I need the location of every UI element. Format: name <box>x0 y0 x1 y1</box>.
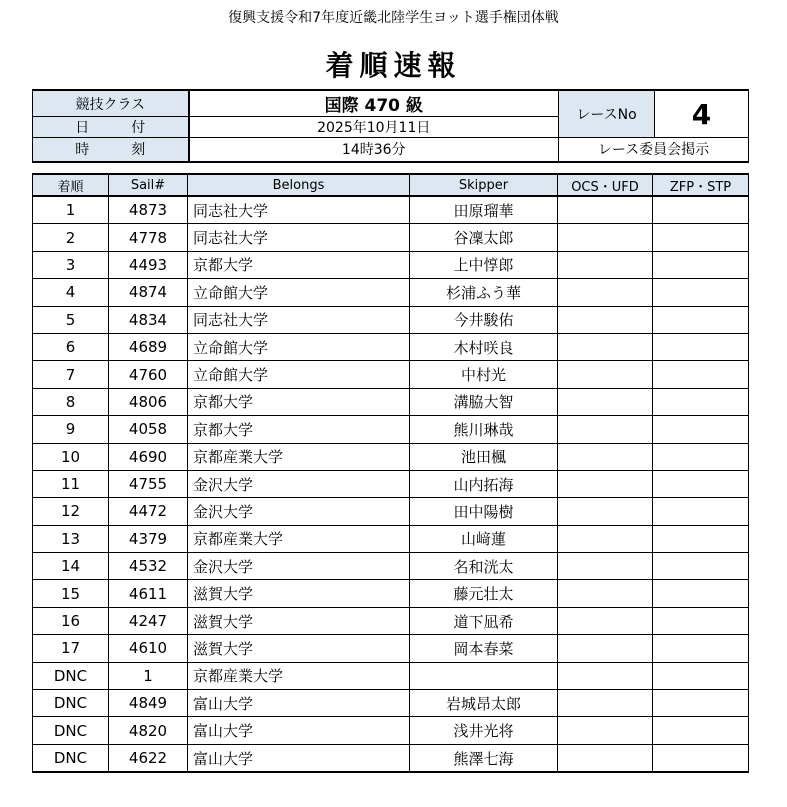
table-row <box>33 580 749 607</box>
ocs-ufd-cell <box>558 580 653 607</box>
belongs-cell: 滋賀大学 <box>188 580 410 607</box>
sail-cell: 4610 <box>109 635 188 662</box>
zfp-stp-cell <box>653 279 749 306</box>
zfp-stp-cell <box>653 251 749 278</box>
sail-cell: 4834 <box>109 306 188 333</box>
date-value: 2025年10月11日 <box>189 117 559 138</box>
belongs-cell: 立命館大学 <box>188 279 410 306</box>
zfp-stp-cell <box>653 196 749 224</box>
ocs-ufd-cell <box>558 470 653 497</box>
table-row <box>33 388 749 415</box>
class-value: 国際 470 級 <box>189 90 559 117</box>
belongs-cell: 立命館大学 <box>188 361 410 388</box>
ocs-ufd-cell <box>558 607 653 634</box>
committee-note: レース委員会掲示 <box>559 138 749 162</box>
skipper-cell: 浅井光将 <box>410 717 558 744</box>
skipper-cell: 岡本春菜 <box>410 635 558 662</box>
belongs-cell: 富山大学 <box>188 744 410 772</box>
zfp-stp-cell <box>653 306 749 333</box>
zfp-stp-cell <box>653 498 749 525</box>
table-row <box>33 416 749 443</box>
sail-cell: 4820 <box>109 717 188 744</box>
zfp-stp-cell <box>653 361 749 388</box>
place-cell: 12 <box>33 498 109 525</box>
col-header-zfp-stp: ZFP・STP <box>653 174 749 196</box>
col-header-place: 着順 <box>33 174 109 196</box>
table-row <box>33 498 749 525</box>
sail-cell: 4690 <box>109 443 188 470</box>
skipper-cell: 木村咲良 <box>410 333 558 360</box>
belongs-cell: 富山大学 <box>188 690 410 717</box>
table-row <box>33 443 749 470</box>
ocs-ufd-cell <box>558 224 653 251</box>
ocs-ufd-cell <box>558 635 653 662</box>
zfp-stp-cell <box>653 333 749 360</box>
table-row <box>33 690 749 717</box>
time-value: 14時36分 <box>189 138 559 162</box>
sail-cell: 4058 <box>109 416 188 443</box>
skipper-cell: 道下凪希 <box>410 607 558 634</box>
sail-cell: 4873 <box>109 196 188 224</box>
table-row <box>33 553 749 580</box>
skipper-cell: 山﨑蓮 <box>410 525 558 552</box>
time-label: 時 刻 <box>33 138 189 162</box>
sail-cell: 4778 <box>109 224 188 251</box>
zfp-stp-cell <box>653 224 749 251</box>
skipper-cell: 中村光 <box>410 361 558 388</box>
place-cell: 9 <box>33 416 109 443</box>
place-cell: 13 <box>33 525 109 552</box>
belongs-cell: 京都大学 <box>188 388 410 415</box>
ocs-ufd-cell <box>558 196 653 224</box>
place-cell: 11 <box>33 470 109 497</box>
zfp-stp-cell <box>653 717 749 744</box>
zfp-stp-cell <box>653 470 749 497</box>
document-title: 着順速報 <box>325 49 462 82</box>
col-header-ocs-ufd: OCS・UFD <box>558 174 653 196</box>
table-row <box>33 744 749 772</box>
zfp-stp-cell <box>653 580 749 607</box>
table-row <box>33 361 749 388</box>
place-cell: 14 <box>33 553 109 580</box>
ocs-ufd-cell <box>558 662 653 689</box>
ocs-ufd-cell <box>558 553 653 580</box>
skipper-cell: 熊川琳哉 <box>410 416 558 443</box>
place-cell: 4 <box>33 279 109 306</box>
table-row <box>33 717 749 744</box>
belongs-cell: 金沢大学 <box>188 553 410 580</box>
sail-cell: 4247 <box>109 607 188 634</box>
sail-cell: 4689 <box>109 333 188 360</box>
skipper-cell: 山内拓海 <box>410 470 558 497</box>
sail-cell: 4755 <box>109 470 188 497</box>
belongs-cell: 同志社大学 <box>188 224 410 251</box>
skipper-cell: 岩城昂太郎 <box>410 690 558 717</box>
skipper-cell: 谷凜太郎 <box>410 224 558 251</box>
sail-cell: 4806 <box>109 388 188 415</box>
place-cell: 6 <box>33 333 109 360</box>
belongs-cell: 富山大学 <box>188 717 410 744</box>
place-cell: DNC <box>33 662 109 689</box>
sail-cell: 1 <box>109 662 188 689</box>
skipper-cell: 田原瑠華 <box>410 196 558 224</box>
place-cell: DNC <box>33 744 109 772</box>
belongs-cell: 同志社大学 <box>188 196 410 224</box>
race-no-label: レースNo <box>559 90 655 138</box>
sail-cell: 4611 <box>109 580 188 607</box>
col-header-belongs: Belongs <box>188 174 410 196</box>
zfp-stp-cell <box>653 662 749 689</box>
table-row <box>33 306 749 333</box>
skipper-cell: 杉浦ふう華 <box>410 279 558 306</box>
results-table <box>32 173 749 773</box>
event-title: 復興支援令和7年度近畿北陸学生ヨット選手権団体戦 <box>228 10 559 26</box>
zfp-stp-cell <box>653 690 749 717</box>
zfp-stp-cell <box>653 607 749 634</box>
belongs-cell: 京都大学 <box>188 416 410 443</box>
skipper-cell: 今井駿佑 <box>410 306 558 333</box>
skipper-cell: 名和洸太 <box>410 553 558 580</box>
skipper-cell <box>410 662 558 689</box>
table-row <box>33 525 749 552</box>
place-cell: 7 <box>33 361 109 388</box>
belongs-cell: 京都産業大学 <box>188 525 410 552</box>
col-header-skipper: Skipper <box>410 174 558 196</box>
sail-cell: 4622 <box>109 744 188 772</box>
ocs-ufd-cell <box>558 306 653 333</box>
place-cell: 10 <box>33 443 109 470</box>
place-cell: 15 <box>33 580 109 607</box>
zfp-stp-cell <box>653 635 749 662</box>
belongs-cell: 京都産業大学 <box>188 662 410 689</box>
sail-cell: 4532 <box>109 553 188 580</box>
table-row <box>33 279 749 306</box>
ocs-ufd-cell <box>558 333 653 360</box>
sail-cell: 4472 <box>109 498 188 525</box>
place-cell: 2 <box>33 224 109 251</box>
belongs-cell: 同志社大学 <box>188 306 410 333</box>
sail-cell: 4379 <box>109 525 188 552</box>
zfp-stp-cell <box>653 744 749 772</box>
belongs-cell: 京都大学 <box>188 251 410 278</box>
class-label: 競技クラス <box>33 90 189 117</box>
place-cell: DNC <box>33 717 109 744</box>
place-cell: 1 <box>33 196 109 224</box>
ocs-ufd-cell <box>558 388 653 415</box>
sail-cell: 4849 <box>109 690 188 717</box>
table-row <box>33 607 749 634</box>
place-cell: 16 <box>33 607 109 634</box>
ocs-ufd-cell <box>558 279 653 306</box>
skipper-cell: 藤元壮太 <box>410 580 558 607</box>
belongs-cell: 金沢大学 <box>188 498 410 525</box>
sail-cell: 4760 <box>109 361 188 388</box>
belongs-cell: 京都産業大学 <box>188 443 410 470</box>
skipper-cell: 田中陽樹 <box>410 498 558 525</box>
sail-cell: 4493 <box>109 251 188 278</box>
ocs-ufd-cell <box>558 251 653 278</box>
header-row <box>33 174 749 196</box>
table-row <box>33 662 749 689</box>
zfp-stp-cell <box>653 525 749 552</box>
table-row <box>33 251 749 278</box>
table-row <box>33 224 749 251</box>
place-cell: DNC <box>33 690 109 717</box>
skipper-cell: 上中惇郎 <box>410 251 558 278</box>
zfp-stp-cell <box>653 553 749 580</box>
ocs-ufd-cell <box>558 690 653 717</box>
table-row <box>33 635 749 662</box>
place-cell: 3 <box>33 251 109 278</box>
zfp-stp-cell <box>653 443 749 470</box>
date-label: 日 付 <box>33 117 189 138</box>
skipper-cell: 池田楓 <box>410 443 558 470</box>
table-row <box>33 333 749 360</box>
ocs-ufd-cell <box>558 361 653 388</box>
belongs-cell: 立命館大学 <box>188 333 410 360</box>
ocs-ufd-cell <box>558 416 653 443</box>
belongs-cell: 滋賀大学 <box>188 635 410 662</box>
zfp-stp-cell <box>653 416 749 443</box>
race-no-value: 4 <box>655 90 749 138</box>
skipper-cell: 熊澤七海 <box>410 744 558 772</box>
col-header-sail: Sail# <box>109 174 188 196</box>
ocs-ufd-cell <box>558 498 653 525</box>
ocs-ufd-cell <box>558 717 653 744</box>
race-info-table <box>32 89 749 163</box>
place-cell: 8 <box>33 388 109 415</box>
place-cell: 17 <box>33 635 109 662</box>
belongs-cell: 金沢大学 <box>188 470 410 497</box>
table-row <box>33 470 749 497</box>
ocs-ufd-cell <box>558 443 653 470</box>
skipper-cell: 溝脇大智 <box>410 388 558 415</box>
ocs-ufd-cell <box>558 525 653 552</box>
sail-cell: 4874 <box>109 279 188 306</box>
zfp-stp-cell <box>653 388 749 415</box>
result-rows <box>33 196 749 772</box>
table-row <box>33 196 749 224</box>
belongs-cell: 滋賀大学 <box>188 607 410 634</box>
ocs-ufd-cell <box>558 744 653 772</box>
place-cell: 5 <box>33 306 109 333</box>
